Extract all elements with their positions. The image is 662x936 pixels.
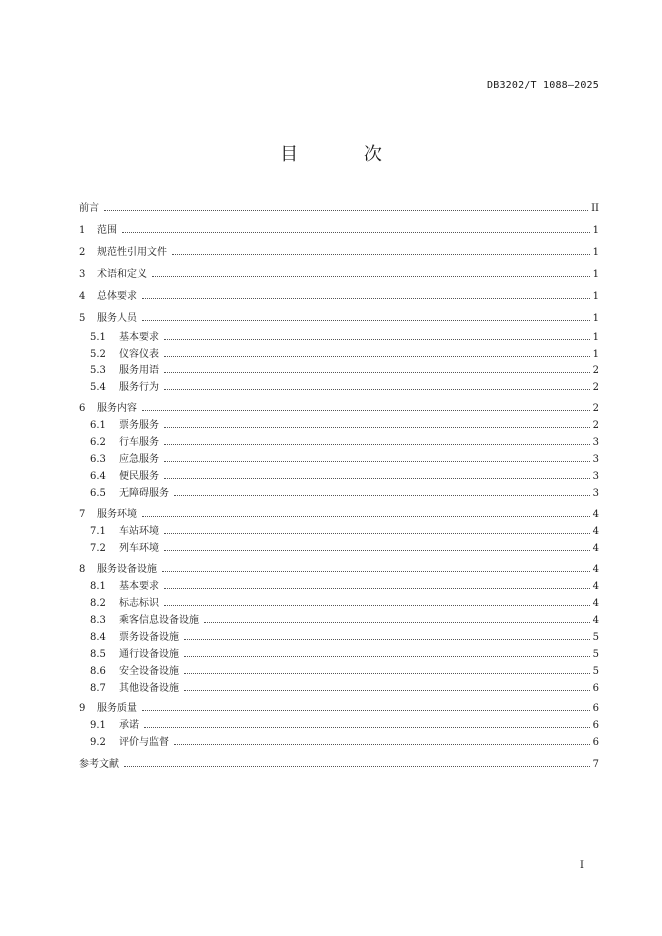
toc-entry-number: 8.7 [90, 683, 106, 694]
toc-entry-label: 评价与监督 [119, 737, 169, 748]
toc-entry-label: 行车服务 [119, 437, 159, 448]
dot-leader [174, 486, 590, 496]
toc-entry[interactable] [79, 380, 599, 394]
toc-entry-label: 服务行为 [119, 382, 159, 393]
dot-leader [164, 524, 590, 534]
toc-entry-label: 前言 [79, 203, 99, 214]
toc-entry[interactable] [79, 507, 599, 521]
dot-leader [142, 289, 590, 299]
dot-leader [184, 664, 590, 674]
dot-leader [144, 718, 590, 728]
dot-leader [142, 401, 590, 411]
toc-entry-page: 3 [592, 471, 599, 482]
dot-leader [164, 363, 590, 373]
toc-entry-label: 安全设备设施 [119, 666, 179, 677]
toc-entry[interactable] [79, 757, 599, 771]
toc-entry[interactable] [79, 267, 599, 281]
toc-entry-number: 5.1 [90, 332, 106, 343]
toc-entry-page: 3 [592, 488, 599, 499]
toc-entry[interactable] [79, 201, 599, 215]
toc-entry-page: 2 [592, 403, 599, 414]
toc-entry-page: 4 [592, 564, 599, 575]
toc-entry-label: 服务环境 [97, 509, 137, 520]
toc-entry-label: 无障碍服务 [119, 488, 169, 499]
toc-entry-page: 1 [592, 349, 599, 360]
toc-entry[interactable] [79, 289, 599, 303]
page-number: I [580, 860, 584, 871]
dot-leader [204, 613, 590, 623]
toc-entry-number: 9.1 [90, 720, 106, 731]
toc-entry[interactable] [79, 541, 599, 555]
toc-entry[interactable] [79, 452, 599, 466]
toc-entry[interactable] [79, 401, 599, 415]
toc-entry-number: 6.5 [90, 488, 106, 499]
dot-leader [164, 347, 590, 357]
dot-leader [164, 469, 590, 479]
toc-entry-page: 5 [592, 632, 599, 643]
document-code: DB3202/T 1088—2025 [487, 80, 599, 91]
toc-entry-number: 9 [79, 703, 86, 714]
toc-entry-page: 7 [592, 759, 599, 770]
dot-leader [164, 435, 590, 445]
toc-entry-page: 2 [592, 420, 599, 431]
toc-entry[interactable] [79, 524, 599, 538]
toc-entry-page: 1 [592, 332, 599, 343]
toc-entry-number: 9.2 [90, 737, 106, 748]
toc-entry[interactable] [79, 469, 599, 483]
toc-entry-label: 票务服务 [119, 420, 159, 431]
toc-entry-label: 服务内容 [97, 403, 137, 414]
toc-entry-page: 4 [592, 615, 599, 626]
dot-leader [184, 630, 590, 640]
toc-entry-label: 参考文献 [79, 759, 119, 770]
toc-entry[interactable] [79, 330, 599, 344]
toc-entry-page: 4 [592, 598, 599, 609]
toc-entry-number: 4 [79, 291, 86, 302]
toc-entry[interactable] [79, 311, 599, 325]
dot-leader [162, 562, 590, 572]
toc-entry-label: 车站环境 [119, 526, 159, 537]
toc-entry-number: 8.6 [90, 666, 106, 677]
toc-entry-number: 7.2 [90, 543, 106, 554]
toc-entry-number: 8.2 [90, 598, 106, 609]
dot-leader [122, 223, 590, 233]
dot-leader [142, 701, 590, 711]
toc-entry-label: 通行设备设施 [119, 649, 179, 660]
dot-leader [184, 681, 590, 691]
toc-entry[interactable] [79, 363, 599, 377]
toc-entry-label: 其他设备设施 [119, 683, 179, 694]
toc-entry-number: 6.4 [90, 471, 106, 482]
toc-entry-label: 服务设备设施 [97, 564, 157, 575]
dot-leader [142, 507, 590, 517]
dot-leader [164, 380, 590, 390]
toc-entry-label: 范围 [97, 225, 117, 236]
toc-entry[interactable] [79, 681, 599, 695]
toc-entry-page: 4 [592, 509, 599, 520]
toc-entry-page: 2 [592, 382, 599, 393]
dot-leader [152, 267, 590, 277]
toc-entry-page: 6 [592, 737, 599, 748]
toc-entry-page: 5 [592, 649, 599, 660]
toc-entry-label: 服务质量 [97, 703, 137, 714]
toc-entry-label: 仪容仪表 [119, 349, 159, 360]
toc-entry-page: 3 [592, 437, 599, 448]
toc-entry-page: 3 [592, 454, 599, 465]
toc-entry-number: 8.1 [90, 581, 106, 592]
toc-entry-number: 3 [79, 269, 86, 280]
toc-entry-number: 6.1 [90, 420, 106, 431]
toc-entry[interactable] [79, 223, 599, 237]
toc-entry-label: 应急服务 [119, 454, 159, 465]
dot-leader [184, 647, 590, 657]
toc-entry[interactable] [79, 486, 599, 500]
toc-entry-number: 6 [79, 403, 86, 414]
toc-entry[interactable] [79, 735, 599, 749]
toc-entry-page: 4 [592, 581, 599, 592]
toc-entry-number: 6.3 [90, 454, 106, 465]
toc-entry-page: 1 [592, 225, 599, 236]
toc-entry-number: 8 [79, 564, 86, 575]
toc-entry[interactable] [79, 701, 599, 715]
dot-leader [164, 541, 590, 551]
toc-entry-number: 7 [79, 509, 86, 520]
toc-entry-number: 8.3 [90, 615, 106, 626]
toc-entry-page: 5 [592, 666, 599, 677]
dot-leader [142, 311, 590, 321]
dot-leader [174, 735, 590, 745]
toc-entry[interactable] [79, 664, 599, 678]
toc-entry[interactable] [79, 596, 599, 610]
toc-entry-page: 1 [592, 291, 599, 302]
toc-entry-page: 4 [592, 526, 599, 537]
dot-leader [172, 245, 590, 255]
toc-entry-number: 7.1 [90, 526, 106, 537]
dot-leader [124, 757, 590, 767]
page-title: 目 次 [280, 144, 412, 165]
toc-entry-label: 票务设备设施 [119, 632, 179, 643]
toc-entry-label: 规范性引用文件 [97, 247, 167, 258]
toc-entry-number: 2 [79, 247, 86, 258]
toc-entry-number: 8.5 [90, 649, 106, 660]
toc-entry-number: 1 [79, 225, 86, 236]
toc-entry-label: 便民服务 [119, 471, 159, 482]
toc-entry-number: 5.4 [90, 382, 106, 393]
dot-leader [164, 418, 590, 428]
toc-entry[interactable] [79, 562, 599, 576]
toc-entry-page: 1 [592, 269, 599, 280]
toc-entry-label: 服务用语 [119, 365, 159, 376]
toc-entry[interactable] [79, 579, 599, 593]
toc-entry-label: 乘客信息设备设施 [119, 615, 199, 626]
toc-entry[interactable] [79, 630, 599, 644]
toc-entry-label: 总体要求 [97, 291, 137, 302]
toc-entry-label: 标志标识 [119, 598, 159, 609]
table-of-contents [79, 0, 599, 936]
dot-leader [164, 452, 590, 462]
toc-entry-label: 列车环境 [119, 543, 159, 554]
dot-leader [104, 201, 588, 211]
toc-entry-number: 5.3 [90, 365, 106, 376]
toc-entry-page: 2 [592, 365, 599, 376]
toc-entry-page: 4 [592, 543, 599, 554]
toc-entry-label: 基本要求 [119, 581, 159, 592]
toc-entry-number: 5.2 [90, 349, 106, 360]
toc-entry[interactable] [79, 718, 599, 732]
toc-entry-page: 6 [592, 683, 599, 694]
toc-entry-page: II [591, 203, 599, 214]
toc-entry-label: 术语和定义 [97, 269, 147, 280]
toc-entry-page: 6 [592, 720, 599, 731]
toc-entry-number: 5 [79, 313, 86, 324]
toc-entry[interactable] [79, 245, 599, 259]
toc-entry-page: 6 [592, 703, 599, 714]
toc-entry[interactable] [79, 347, 599, 361]
toc-entry[interactable] [79, 435, 599, 449]
toc-entry-label: 承诺 [119, 720, 139, 731]
dot-leader [164, 596, 590, 606]
toc-entry-label: 服务人员 [97, 313, 137, 324]
toc-entry-label: 基本要求 [119, 332, 159, 343]
dot-leader [164, 579, 590, 589]
toc-entry[interactable] [79, 647, 599, 661]
toc-entry-number: 8.4 [90, 632, 106, 643]
toc-entry-page: 1 [592, 247, 599, 258]
toc-entry-page: 1 [592, 313, 599, 324]
dot-leader [164, 330, 590, 340]
toc-entry-number: 6.2 [90, 437, 106, 448]
toc-entry[interactable] [79, 418, 599, 432]
toc-entry[interactable] [79, 613, 599, 627]
